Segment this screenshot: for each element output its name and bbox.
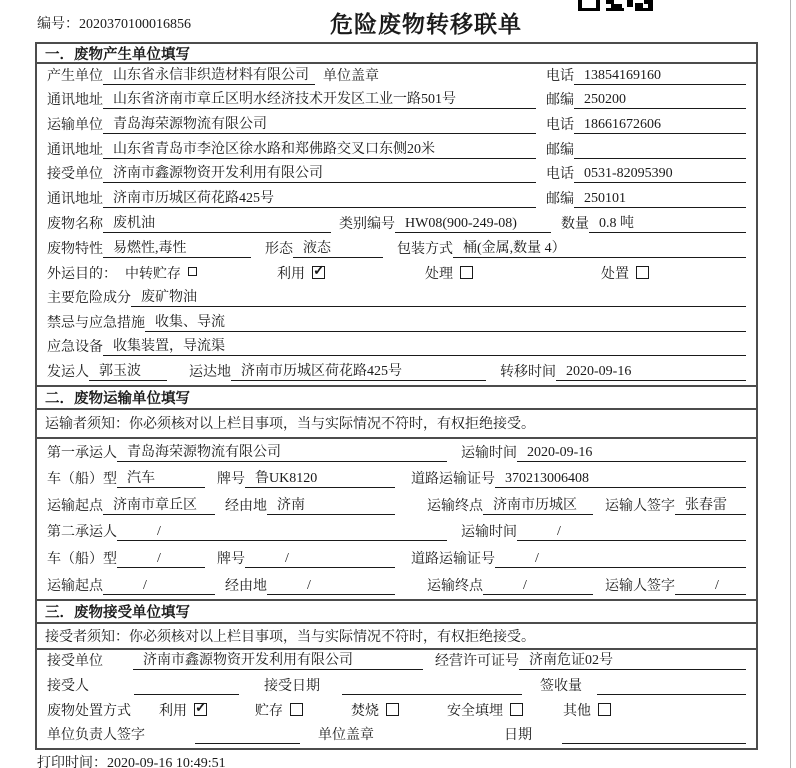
disposal-incinerate-label: 焚烧 bbox=[351, 703, 379, 719]
end1-label: 运输终点 bbox=[427, 498, 483, 514]
document-number-label: 编号： bbox=[37, 17, 79, 32]
receiver-address-label: 通讯地址 bbox=[47, 192, 103, 208]
producer-seal-label: 单位盖章 bbox=[323, 68, 379, 84]
purpose-transfer-checkbox bbox=[188, 267, 197, 276]
transporter-zip-label: 邮编 bbox=[546, 142, 574, 158]
transporter-address-label: 通讯地址 bbox=[47, 142, 103, 158]
hazard-row bbox=[37, 286, 756, 311]
carrier2-label: 第二承运人 bbox=[47, 525, 117, 541]
receiver-zip-label: 邮编 bbox=[546, 192, 574, 208]
transporter-phone-field: 18661672606 bbox=[574, 117, 746, 134]
taboo-field: 收集、导流 bbox=[145, 315, 746, 332]
sign-qty-label: 签收量 bbox=[540, 678, 582, 694]
category-field: HW08(900-249-08) bbox=[395, 216, 551, 233]
shipper-label: 发运人 bbox=[47, 364, 89, 380]
manager-sign-field bbox=[195, 743, 300, 744]
accept-date-label: 接受日期 bbox=[264, 678, 320, 694]
print-time-label: 打印时间： bbox=[37, 756, 107, 768]
sign2-field: / bbox=[675, 578, 746, 595]
equipment-label: 应急设备 bbox=[47, 340, 103, 356]
document-number-value: 2020370100016856 bbox=[79, 17, 191, 32]
route2-row bbox=[37, 572, 756, 599]
permit1-label: 道路运输证号 bbox=[411, 472, 495, 488]
transporter-row bbox=[37, 113, 756, 138]
transporter-field: 青岛海荣源物流有限公司 bbox=[103, 117, 536, 134]
qty-label: 数量 bbox=[561, 216, 589, 232]
accept-unit-field: 济南市鑫源物资开发利用有限公司 bbox=[133, 653, 423, 670]
category-label: 类别编号 bbox=[339, 216, 395, 232]
vehicle1-field: 汽车 bbox=[117, 471, 205, 488]
producer-zip-label: 邮编 bbox=[546, 93, 574, 109]
time1-field: 2020-09-16 bbox=[517, 445, 746, 462]
end1-field: 济南市历城区 bbox=[483, 498, 593, 515]
receiver-notice: 接受者须知：你必须核对以上栏目事项，当与实际情况不符时，有权拒绝接受。 bbox=[37, 624, 756, 650]
license-field: 济南危证02号 bbox=[519, 653, 746, 670]
vehicle2-row bbox=[37, 545, 756, 572]
carrier2-field: / bbox=[117, 524, 447, 541]
purpose-option-treat-label: 处理 bbox=[425, 266, 453, 282]
carrier1-label: 第一承运人 bbox=[47, 445, 117, 461]
sign-qty-field bbox=[597, 694, 746, 695]
time2-field: / bbox=[517, 524, 746, 541]
disposal-other-label: 其他 bbox=[563, 703, 591, 719]
producer-label: 产生单位 bbox=[47, 68, 103, 84]
print-time-value: 2020-09-16 10:49:51 bbox=[107, 756, 226, 768]
transfer-date-label: 转移时间 bbox=[500, 364, 556, 380]
viewer-page-edge bbox=[790, 0, 791, 768]
disposal-label: 废物处置方式 bbox=[47, 703, 131, 719]
end2-field: / bbox=[483, 578, 593, 595]
receiver-address-row bbox=[37, 187, 756, 212]
acceptor-label: 接受人 bbox=[47, 678, 89, 694]
plate1-field: 鲁UK8120 bbox=[245, 471, 395, 488]
disposal-other-checkbox bbox=[598, 703, 611, 716]
equipment-row bbox=[37, 336, 756, 361]
unit-seal-label: 单位盖章 bbox=[318, 727, 374, 743]
purpose-utilize-checkbox bbox=[312, 266, 325, 279]
via2-field: / bbox=[267, 578, 395, 595]
vehicle2-field: / bbox=[117, 551, 205, 568]
waste-character-label: 废物特性 bbox=[47, 241, 103, 257]
waste-name-row bbox=[37, 212, 756, 237]
license-label: 经营许可证号 bbox=[435, 654, 519, 669]
shipper-field: 郭玉波 bbox=[89, 364, 167, 381]
producer-address-row bbox=[37, 89, 756, 114]
receiver-field: 济南市鑫源物资开发利用有限公司 bbox=[103, 166, 536, 183]
purpose-option-transfer-label: 中转贮存 bbox=[125, 266, 181, 282]
disposal-store-checkbox bbox=[290, 703, 303, 716]
manager-sign-row bbox=[37, 723, 756, 748]
date-field bbox=[562, 743, 746, 744]
dest-field: 济南市历城区荷花路425号 bbox=[231, 364, 486, 381]
route1-row bbox=[37, 492, 756, 519]
accept-unit-label: 接受单位 bbox=[47, 654, 103, 669]
qty-field: 0.8 吨 bbox=[589, 216, 746, 233]
waste-character-field: 易燃性,毒性 bbox=[103, 241, 251, 258]
receiver-zip-field: 250101 bbox=[574, 191, 746, 208]
receiver-phone-label: 电话 bbox=[546, 167, 574, 183]
receiver-phone-field: 0531-82095390 bbox=[574, 166, 746, 183]
carrier1-field: 青岛海荣源物流有限公司 bbox=[117, 445, 447, 462]
origin1-label: 运输起点 bbox=[47, 498, 103, 514]
receiver-row bbox=[37, 163, 756, 188]
equipment-field: 收集装置，导流渠 bbox=[103, 339, 746, 356]
origin2-label: 运输起点 bbox=[47, 578, 103, 594]
qr-code-icon bbox=[578, 0, 653, 16]
sign1-label: 运输人签字 bbox=[605, 498, 675, 514]
transfer-date-field: 2020-09-16 bbox=[556, 364, 746, 381]
purpose-row bbox=[37, 262, 756, 287]
waste-name-field: 废机油 bbox=[103, 216, 331, 233]
receiver-label: 接受单位 bbox=[47, 167, 103, 183]
section1-header: 一．废物产生单位填写 bbox=[37, 44, 756, 64]
disposal-landfill-checkbox bbox=[510, 703, 523, 716]
vehicle1-row bbox=[37, 466, 756, 493]
transporter-label: 运输单位 bbox=[47, 118, 103, 134]
document-header bbox=[0, 0, 796, 42]
via1-label: 经由地 bbox=[225, 498, 267, 514]
accept-date-field bbox=[342, 694, 522, 695]
origin2-field: / bbox=[103, 578, 215, 595]
carrier1-row bbox=[37, 439, 756, 466]
print-time bbox=[37, 752, 226, 768]
plate1-label: 牌号 bbox=[217, 472, 245, 488]
disposal-incinerate-checkbox bbox=[386, 703, 399, 716]
via2-label: 经由地 bbox=[225, 578, 267, 594]
producer-phone-field: 13854169160 bbox=[574, 68, 746, 85]
transporter-phone-label: 电话 bbox=[546, 118, 574, 134]
permit2-field: / bbox=[495, 551, 746, 568]
purpose-option-dispose-label: 处置 bbox=[601, 266, 629, 282]
carrier2-row bbox=[37, 519, 756, 546]
packing-label: 包装方式 bbox=[397, 241, 453, 257]
page-title: 危险废物转移联单 bbox=[330, 12, 522, 37]
producer-phone-label: 电话 bbox=[546, 68, 574, 84]
disposal-landfill-label: 安全填埋 bbox=[447, 703, 503, 719]
permit2-label: 道路运输证号 bbox=[411, 551, 495, 567]
transporter-address-field: 山东省青岛市李沧区徐水路和郑佛路交叉口东侧20米 bbox=[103, 142, 536, 159]
form-field: 液态 bbox=[293, 241, 383, 258]
taboo-row bbox=[37, 311, 756, 336]
document-number bbox=[37, 13, 191, 33]
purpose-treat-checkbox bbox=[460, 266, 473, 279]
acceptor-field bbox=[134, 694, 239, 695]
time2-label: 运输时间 bbox=[461, 525, 517, 541]
plate2-label: 牌号 bbox=[217, 551, 245, 567]
producer-zip-field: 250200 bbox=[574, 92, 746, 109]
transporter-address-row bbox=[37, 138, 756, 163]
permit1-field: 370213006408 bbox=[495, 471, 746, 488]
packing-field: 桶(金属,数量 4） bbox=[453, 241, 746, 258]
waste-name-label: 废物名称 bbox=[47, 216, 103, 232]
manifest-form-table bbox=[35, 42, 758, 750]
producer-row bbox=[37, 64, 756, 89]
purpose-dispose-checkbox bbox=[636, 266, 649, 279]
sign1-field: 张春雷 bbox=[675, 498, 746, 515]
section3-header: 三．废物接受单位填写 bbox=[37, 599, 756, 624]
purpose-option-utilize-label: 利用 bbox=[277, 266, 305, 282]
dest-label: 运达地 bbox=[189, 364, 231, 380]
via1-field: 济南 bbox=[267, 498, 395, 515]
waste-character-row bbox=[37, 237, 756, 262]
origin1-field: 济南市章丘区 bbox=[103, 498, 215, 515]
disposal-store-label: 贮存 bbox=[255, 703, 283, 719]
shipper-row bbox=[37, 360, 756, 385]
time1-label: 运输时间 bbox=[461, 445, 517, 461]
plate2-field: / bbox=[245, 551, 395, 568]
producer-address-field: 山东省济南市章丘区明水经济技术开发区工业一路501号 bbox=[103, 92, 536, 109]
disposal-utilize-checkbox bbox=[194, 703, 207, 716]
producer-field: 山东省永信非织造材料有限公司 bbox=[103, 68, 315, 85]
transporter-notice: 运输者须知：你必须核对以上栏目事项，当与实际情况不符时，有权拒绝接受。 bbox=[37, 410, 756, 439]
vehicle2-label: 车（船）型 bbox=[47, 551, 117, 567]
receiver-address-field: 济南市历城区荷花路425号 bbox=[103, 191, 536, 208]
disposal-row bbox=[37, 699, 756, 724]
producer-address-label: 通讯地址 bbox=[47, 93, 103, 109]
purpose-label: 外运目的： bbox=[47, 266, 117, 282]
disposal-utilize-label: 利用 bbox=[159, 703, 187, 719]
hazard-label: 主要危险成分 bbox=[47, 290, 131, 306]
vehicle1-label: 车（船）型 bbox=[47, 472, 117, 488]
acceptor-row bbox=[37, 674, 756, 699]
date-label: 日期 bbox=[504, 727, 532, 743]
transporter-zip-field bbox=[574, 158, 746, 159]
end2-label: 运输终点 bbox=[427, 578, 483, 594]
manager-sign-label: 单位负责人签字 bbox=[47, 727, 145, 743]
taboo-label: 禁忌与应急措施 bbox=[47, 315, 145, 331]
sign2-label: 运输人签字 bbox=[605, 578, 675, 594]
accept-unit-row bbox=[37, 650, 756, 675]
section2-header: 二．废物运输单位填写 bbox=[37, 385, 756, 410]
form-label: 形态 bbox=[265, 241, 293, 257]
hazard-field: 废矿物油 bbox=[131, 290, 746, 307]
